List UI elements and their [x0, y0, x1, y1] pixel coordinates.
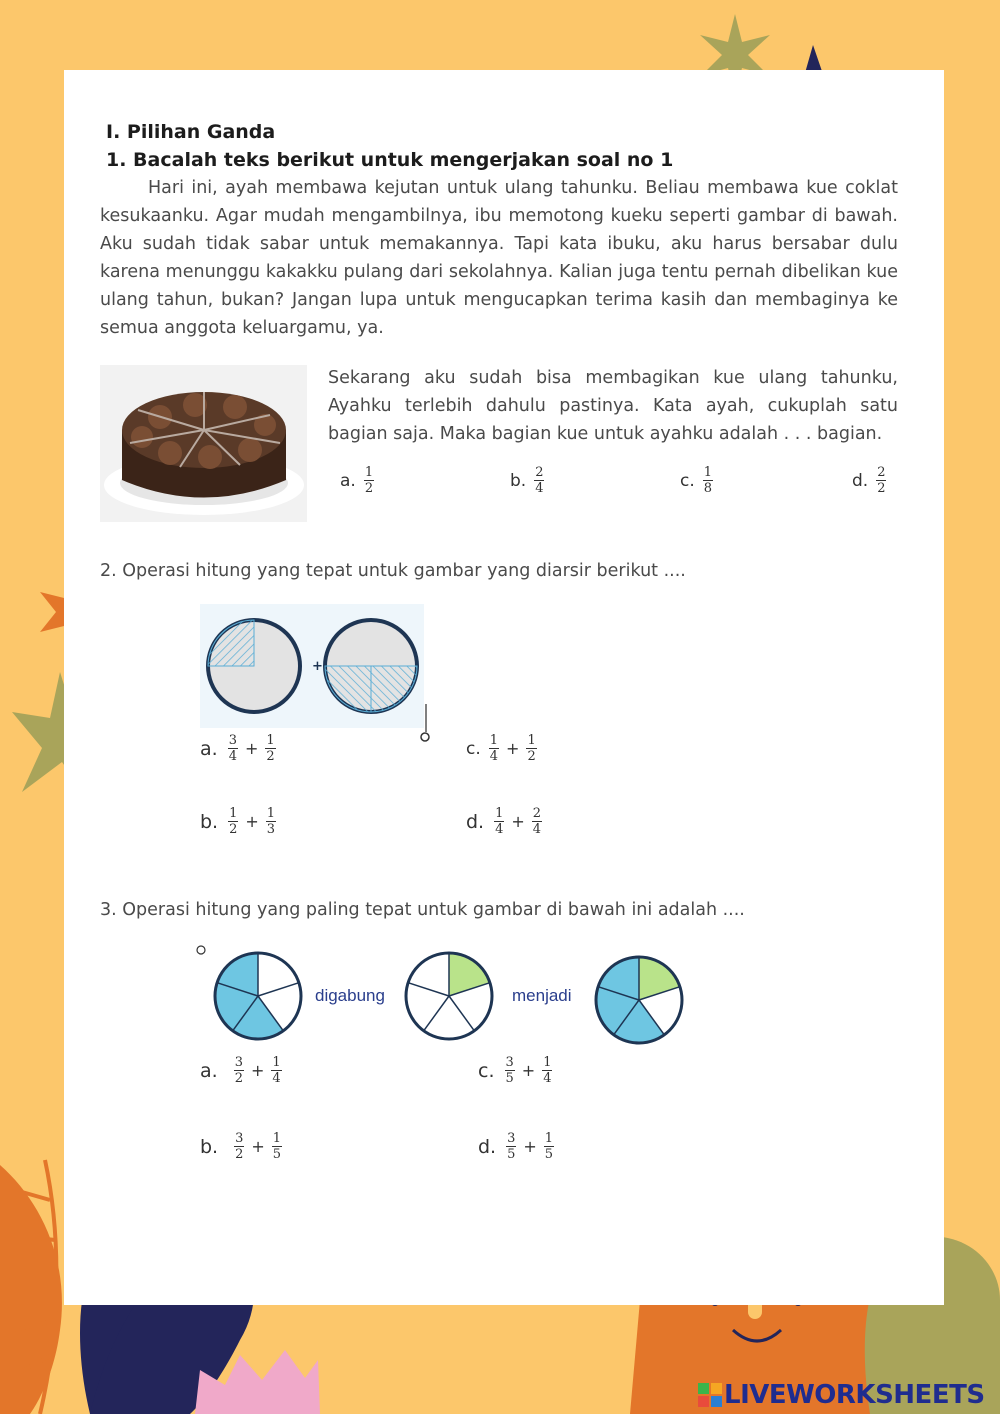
q2-circles-image: [200, 604, 435, 744]
q2-option-d[interactable]: d. $\frac{1}{4}$ + $\frac{2}{4}$: [466, 806, 542, 837]
q1-option-d[interactable]: [852, 465, 886, 496]
fraction: $\frac{1}{8}$: [703, 465, 713, 496]
q3-option-d[interactable]: d. $\frac{3}{5}$ + $\frac{1}{5}$: [478, 1131, 554, 1162]
fraction: $\frac{2}{4}$: [535, 465, 544, 496]
q2-plus-sign: +: [312, 659, 323, 674]
option-letter: c.: [466, 738, 481, 759]
q3-question: 3. Operasi hitung yang paling tepat untuk gambar di bawah ini adalah ....: [100, 900, 745, 920]
q1-side-text: Sekarang aku sudah bisa membagikan kue ulang tahunku, Ayahku terlebih dahulu pastinya. Kata ayah, cukuplah satu bagian saja. Maka bagian kue untuk ayahku adalah . . . bagian.: [328, 368, 898, 444]
chocolate-cake-image: [100, 365, 307, 522]
option-letter: b.: [200, 810, 219, 833]
q1-option-b[interactable]: [510, 465, 544, 496]
section-title: I. Pilihan Ganda: [106, 121, 276, 143]
pie-result: [596, 957, 682, 1043]
q3-pie-diagram: [195, 940, 695, 1050]
q2-option-c[interactable]: c. $\frac{1}{4}$ + $\frac{1}{2}$: [466, 733, 536, 764]
option-letter: b.: [510, 470, 527, 491]
liveworksheets-logo-icon: [698, 1383, 722, 1407]
option-letter: d.: [466, 810, 485, 833]
q1-option-a[interactable]: [340, 465, 374, 496]
q3-option-a[interactable]: a. $\frac{3}{2}$ + $\frac{1}{4}$: [200, 1055, 281, 1086]
option-letter: a.: [340, 470, 356, 491]
q2-option-b[interactable]: b. $\frac{1}{2}$ + $\frac{1}{3}$: [200, 806, 276, 837]
option-letter: d.: [478, 1135, 497, 1158]
q1-paragraph: Hari ini, ayah membawa kejutan untuk ulang tahunku. Beliau membawa kue coklat kesukaanku. Agar mudah mengambilnya, ibu memotong kueku seperti gambar di bawah. Aku sudah tidak sabar untuk memakannya. Tapi kata ibuku, aku harus bersabar dulu karena menunggu kakakku pulang dari sekolahnya. Kalian juga tentu pernah dibelikan kue ulang tahun, bukan? Jangan lupa untuk mengucapkan terima kasih dan membaginya ke semua anggota keluargamu, ya.: [100, 178, 898, 338]
liveworksheets-wordmark: LIVEWORKSHEETS: [724, 1380, 985, 1410]
fraction: $\frac{2}{2}$: [877, 465, 886, 496]
q1-heading: 1. Bacalah teks berikut untuk mengerjakan soal no 1: [106, 149, 674, 171]
q3-option-c[interactable]: c. $\frac{3}{5}$ + $\frac{1}{4}$: [478, 1055, 552, 1086]
option-letter: a.: [200, 1059, 218, 1082]
option-letter: c.: [478, 1059, 495, 1082]
label-digabung: digabung: [315, 986, 385, 1005]
option-letter: b.: [200, 1135, 219, 1158]
option-letter: c.: [680, 470, 695, 491]
q2-question: 2. Operasi hitung yang tepat untuk gambar yang diarsir berikut ....: [100, 561, 686, 581]
fraction: $\frac{1}{2}$: [364, 465, 374, 496]
option-letter: d.: [852, 470, 869, 491]
q2-option-a[interactable]: a. $\frac{3}{4}$ + $\frac{1}{2}$: [200, 733, 275, 764]
pie-3-of-5: [215, 953, 301, 1039]
pie-1-of-5: [406, 953, 492, 1039]
q1-option-c[interactable]: [680, 465, 713, 496]
option-letter: a.: [200, 737, 218, 760]
q3-option-b[interactable]: b. $\frac{3}{2}$ + $\frac{1}{5}$: [200, 1131, 282, 1162]
label-menjadi: menjadi: [512, 986, 572, 1005]
liveworksheets-logo[interactable]: [698, 1380, 985, 1410]
